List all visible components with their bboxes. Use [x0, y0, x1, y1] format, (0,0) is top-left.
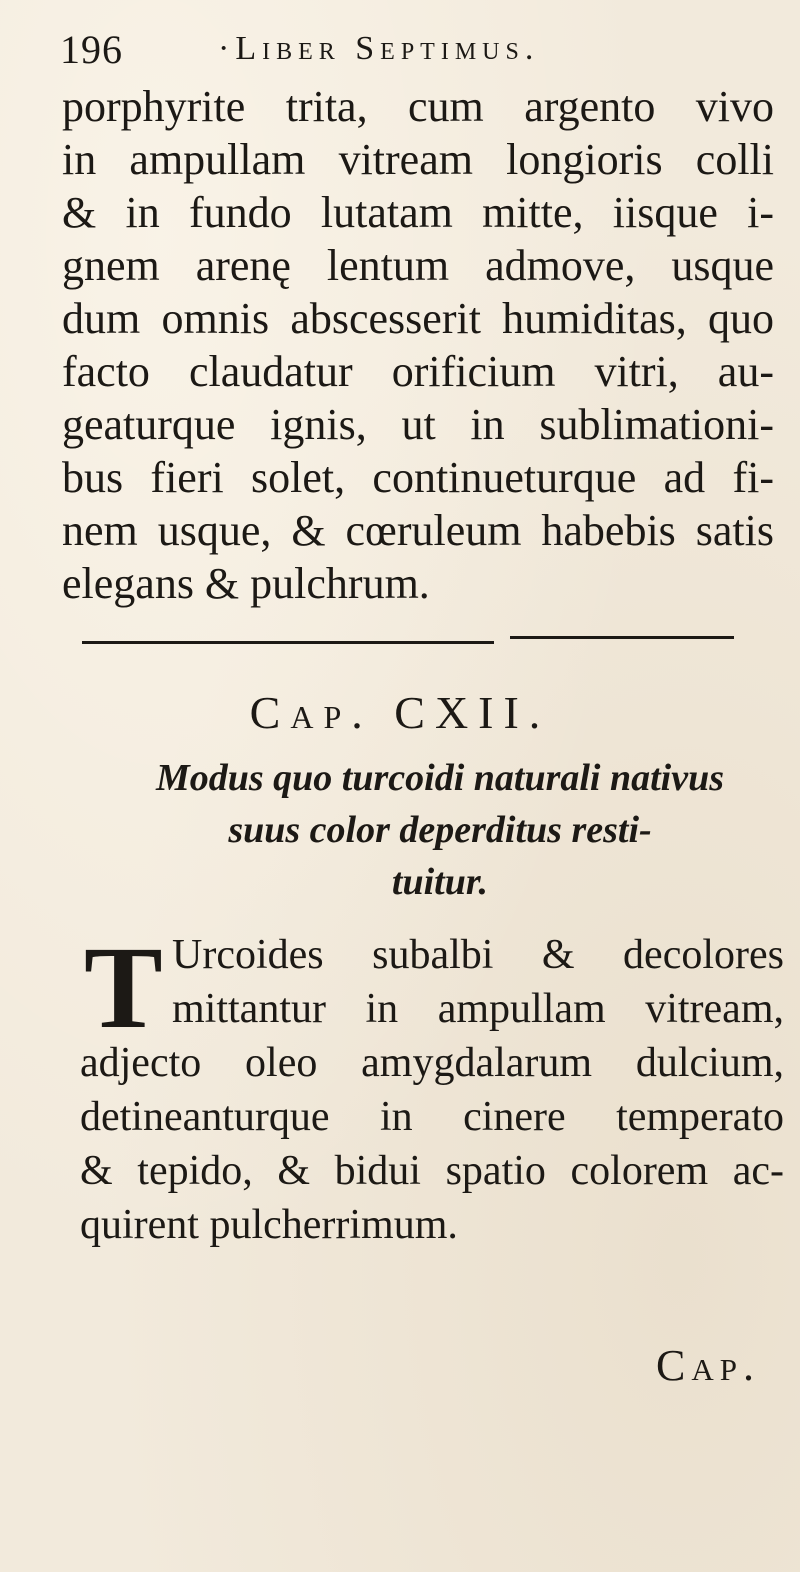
text-line: dum omnis abscesserit humiditas, quo — [62, 294, 774, 343]
subtitle-line: suus color deperditus resti- — [228, 809, 652, 851]
running-head: ·Liber Septimus. — [218, 30, 540, 67]
text-line: nem usque, & cœruleum habebis satis — [62, 506, 774, 555]
text-line: mittantur in ampullam vitream, — [172, 986, 784, 1032]
text-line: gnem arenę lentum admove, usque — [62, 241, 774, 290]
section-divider-left — [82, 641, 494, 644]
page-header — [60, 26, 760, 86]
text-line: Urcoides subalbi & decolores — [172, 932, 784, 978]
text-line: elegans & pulchrum. — [62, 559, 430, 608]
text-line: facto claudatur orificium vitri, au- — [62, 347, 774, 396]
section-divider-right — [510, 636, 734, 639]
catchword: Cap. — [656, 1341, 760, 1390]
text-line: quirent pulcherrimum. — [80, 1202, 458, 1248]
chapter-heading: Cap. CXII. — [249, 687, 551, 738]
text-line: adjecto oleo amygdalarum dulcium, — [80, 1040, 784, 1086]
subtitle-line: tuitur. — [391, 861, 489, 903]
subtitle-line: Modus quo turcoidi naturali nativus — [155, 757, 725, 799]
text-line: & in fundo lutatam mitte, iisque i- — [62, 188, 774, 237]
page-number: 196 — [60, 27, 123, 72]
chapter-paragraph — [80, 922, 784, 1252]
paragraph-continued — [62, 80, 774, 610]
text-line: & tepido, & bidui spatio colorem ac- — [80, 1148, 784, 1194]
text-line: geaturque ignis, ut in sublimationi- — [62, 400, 774, 449]
chapter-subtitle — [90, 752, 790, 908]
text-line: porphyrite trita, cum argento vivo — [62, 82, 774, 131]
text-line: bus fieri solet, continueturque ad fi- — [62, 453, 774, 502]
text-line: detineanturque in cinere temperato — [80, 1094, 784, 1140]
drop-cap: T — [84, 922, 163, 1053]
text-line: in ampullam vitream longioris colli — [62, 135, 774, 184]
